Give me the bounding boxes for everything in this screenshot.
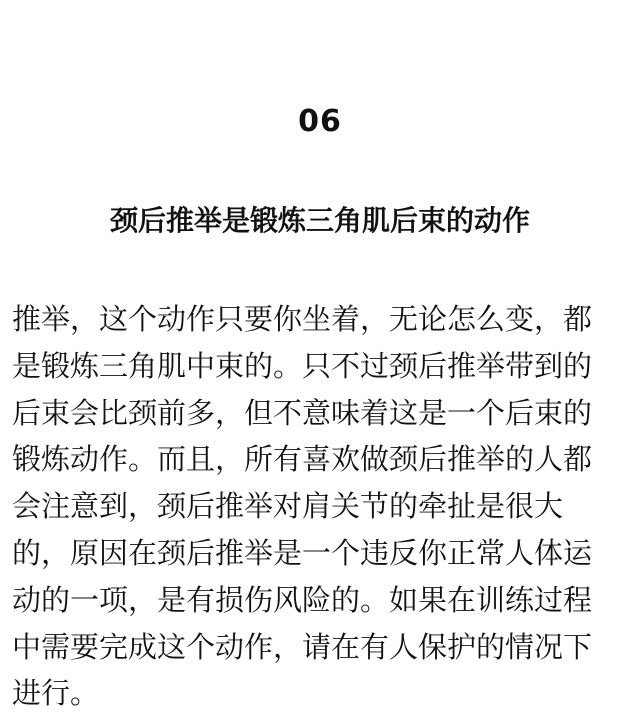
body-line: 动的一项，是有损伤风险的。如果在训练过程 bbox=[12, 582, 593, 617]
body-line: 后束会比颈前多，但不意味着这是一个后束的 bbox=[12, 395, 593, 430]
body-paragraph bbox=[12, 296, 630, 717]
body-line: 是锻炼三角肌中束的。只不过颈后推举带到的 bbox=[12, 348, 593, 383]
body-line: 中需要完成这个动作，请在有人保护的情况下 bbox=[12, 629, 593, 664]
body-line: 的，原因在颈后推举是一个违反你正常人体运 bbox=[12, 535, 593, 570]
section-title: 颈后推举是锻炼三角肌后束的动作 bbox=[109, 204, 530, 237]
section-number: 06 bbox=[298, 104, 342, 139]
body-line: 推举，这个动作只要你坐着，无论怎么变，都 bbox=[12, 302, 593, 336]
body-line: 锻炼动作。而且，所有喜欢做颈后推举的人都 bbox=[12, 442, 593, 477]
body-line: 会注意到，颈后推举对肩关节的牵扯是很大 bbox=[12, 489, 564, 524]
body-line: 进行。 bbox=[12, 676, 100, 711]
